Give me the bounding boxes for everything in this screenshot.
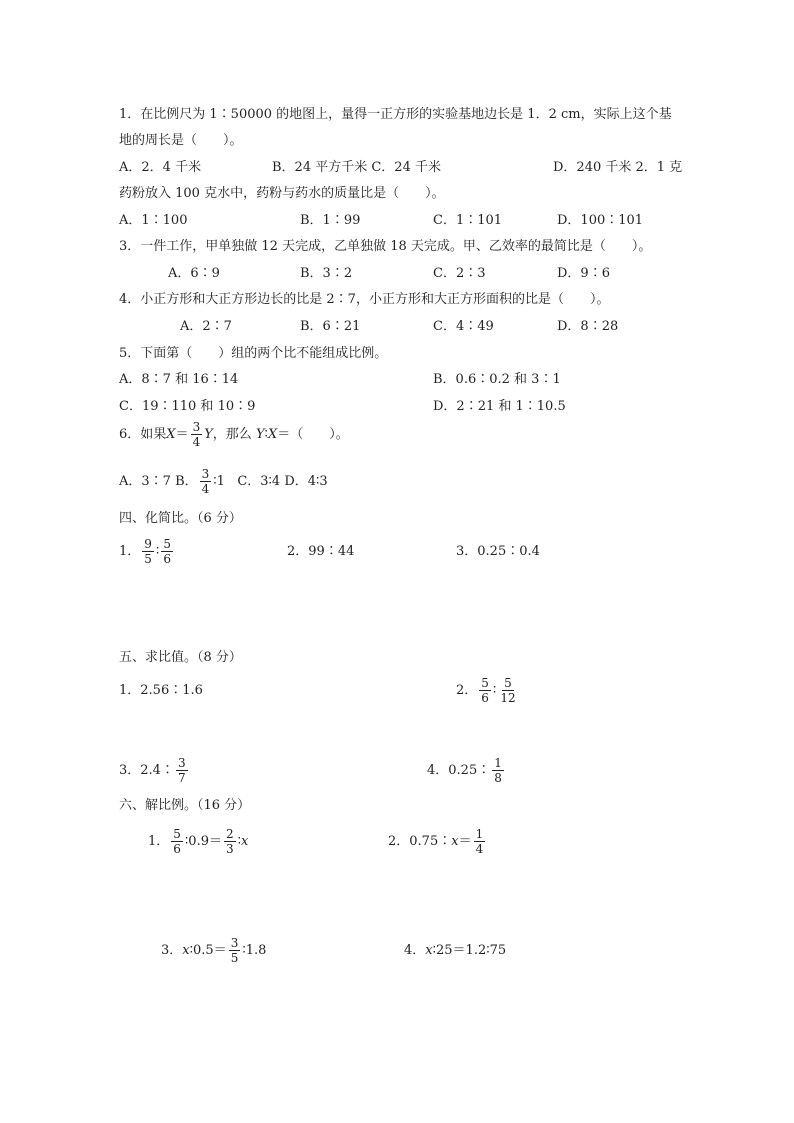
q4-option-c: C．4∶49 (433, 319, 494, 334)
q5-line: 5．下面第（ ）组的两个比不能组成比例。 (119, 346, 388, 361)
q5-option-c: C．19∶110 和 10∶9 (119, 399, 256, 414)
q3-option-d: D．9∶6 (557, 266, 610, 281)
section-5-problem-1: 1．2.56∶1.6 (119, 683, 203, 698)
section-4-title: 四、化简比。（6 分） (119, 511, 242, 526)
q4-option-a: A．2∶7 (180, 319, 232, 334)
section-5-problem-2: 2． $\frac{5}{6}$ ∶ $\frac{5}{12}$ (456, 676, 516, 705)
q2-line: 药粉放入 100 克水中，药粉与药水的质量比是（ ）。 (119, 186, 445, 201)
q1-line1: 1．在比例尺为 1∶50000 的地图上，量得一正方形的实验基地边长是 1．2 cm，实际上这个基 (119, 107, 672, 122)
q4-line: 4．小正方形和大正方形边长的比是 2∶7，小正方形和大正方形面积的比是（ ）。 (119, 292, 610, 307)
q5-option-b: B．0.6∶0.2 和 3∶1 (433, 372, 561, 387)
q6-option-b-fraction: $\frac{3}{4}$ (201, 467, 210, 496)
q1-option-a: A．2．4 千米 (119, 160, 202, 175)
section-6-problem-4: 4．x∶25＝1.2∶75 (404, 943, 507, 958)
q5-option-a: A．8∶7 和 16∶14 (119, 372, 239, 387)
section-4-problem-1: 1． $\frac{9}{5}$ ∶ $\frac{5}{6}$ (119, 537, 171, 566)
section-6-problem-2: 2．0.75∶x＝ $\frac{1}{4}$ (388, 827, 484, 856)
section-4-problem-3: 3．0.25∶0.4 (456, 544, 540, 559)
q2-option-a: A．1∶100 (119, 213, 188, 228)
section-5-title: 五、求比值。（8 分） (119, 650, 242, 665)
section-6-problem-1: 1． $\frac{5}{6}$ ∶0.9＝ $\frac{2}{3}$ ∶x (148, 827, 249, 856)
q6-line: 6．如果X＝ $\frac{3}{4}$ Y，那么 Y∶X＝（ ）。 (119, 420, 349, 449)
section-6-title: 六、解比例。（16 分） (119, 798, 251, 813)
q5-option-d: D．2∶21 和 1∶10.5 (433, 399, 566, 414)
section-6-problem-3: 3．x∶0.5＝ $\frac{3}{5}$ ∶1.8 (161, 936, 267, 965)
q4-option-d: D．8∶28 (557, 319, 619, 334)
q1-option-bc: B．24 平方千米 C．24 千米 (272, 160, 441, 175)
q3-option-b: B．3∶2 (300, 266, 353, 281)
q6-options: A．3∶7 B． $\frac{3}{4}$ ∶1 C．3∶4 D．4∶3 (119, 467, 328, 496)
section-4-problem-2: 2．99∶44 (287, 544, 355, 559)
q2-option-b: B．1∶99 (300, 213, 361, 228)
q3-option-c: C．2∶3 (433, 266, 486, 281)
q4-option-b: B．6∶21 (300, 319, 361, 334)
q2-option-d: D．100∶101 (557, 213, 644, 228)
q2-option-c: C．1∶101 (433, 213, 503, 228)
section-5-problem-3: 3．2.4∶ $\frac{3}{7}$ (119, 756, 186, 785)
q6-fraction: $\frac{3}{4}$ (192, 420, 201, 449)
q1-option-d: D．240 千米 2．1 克 (553, 160, 683, 175)
section-5-problem-4: 4．0.25∶ $\frac{1}{8}$ (427, 756, 502, 785)
q3-option-a: A．6∶9 (168, 266, 220, 281)
q1-line2: 地的周长是（ ）。 (119, 133, 243, 148)
q3-line: 3．一件工作，甲单独做 12 天完成，乙单独做 18 天完成。甲、乙效率的最简比是（ ）。 (119, 239, 652, 254)
